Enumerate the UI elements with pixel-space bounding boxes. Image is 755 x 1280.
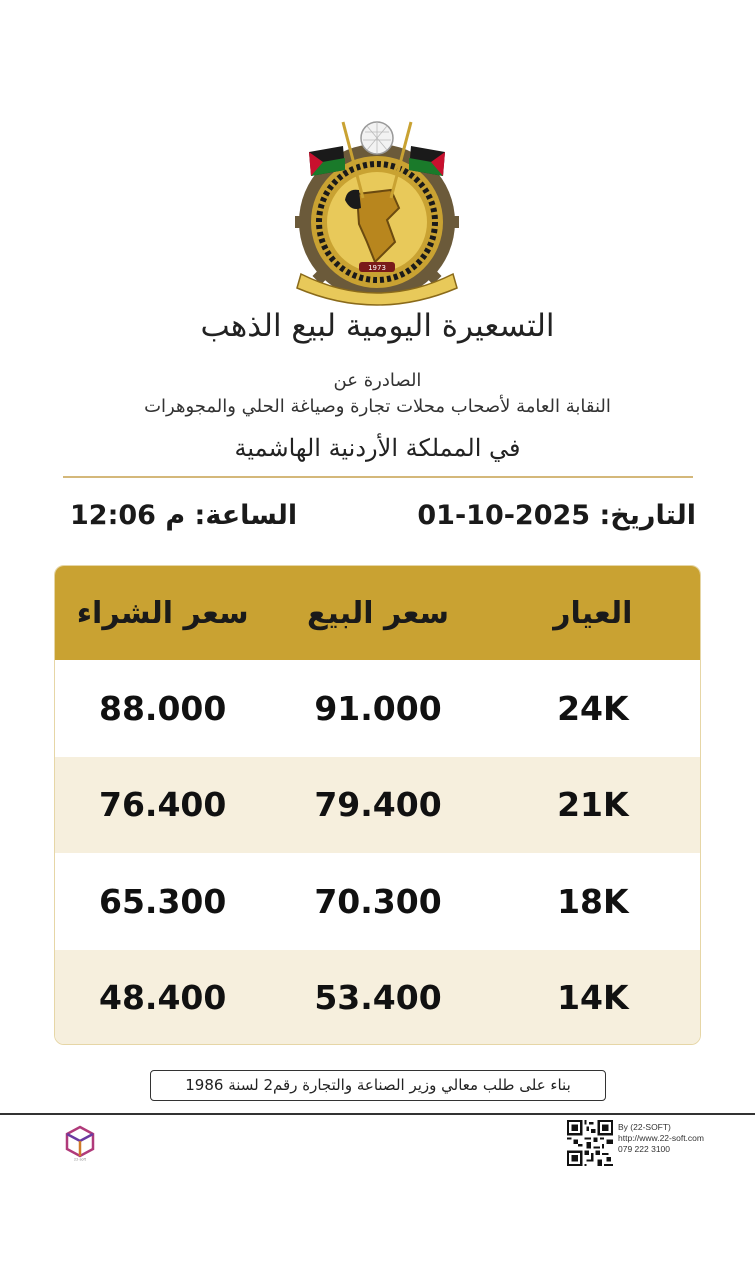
footer-phone: 079 222 3100 bbox=[618, 1144, 670, 1154]
sell-price-cell: 70.300 bbox=[314, 881, 442, 921]
buy-price-cell: 48.400 bbox=[99, 978, 227, 1018]
buy-price-cell: 88.000 bbox=[99, 688, 227, 728]
table-row bbox=[55, 660, 700, 757]
buy-price-cell: 76.400 bbox=[99, 785, 227, 825]
date-value: 01-10-2025 bbox=[417, 500, 591, 531]
karat-cell: 21K bbox=[557, 785, 629, 825]
header-karat: العيار bbox=[553, 595, 633, 631]
footer-by: By (22-SOFT) bbox=[618, 1122, 671, 1132]
price-table bbox=[54, 565, 701, 1045]
table-header bbox=[55, 566, 700, 660]
footer-divider bbox=[0, 1113, 755, 1115]
sell-price-cell: 79.400 bbox=[314, 785, 442, 825]
date-label: التاريخ: bbox=[599, 500, 696, 531]
time-value: 12:06 م bbox=[70, 500, 186, 531]
time-block bbox=[70, 500, 297, 531]
footer-url[interactable]: http://www.22-soft.com bbox=[618, 1133, 704, 1143]
header-sell-price: سعر البيع bbox=[306, 595, 450, 631]
date-time-row bbox=[60, 500, 696, 544]
emblem-year: 1973 bbox=[368, 264, 386, 272]
karat-cell: 14K bbox=[557, 978, 629, 1018]
sell-price-cell: 53.400 bbox=[314, 978, 442, 1018]
table-row bbox=[55, 853, 700, 950]
brand-small-text: 22-soft bbox=[73, 1157, 87, 1161]
page-title: التسعيرة اليومية لبيع الذهب bbox=[200, 308, 555, 344]
header-buy-price: سعر الشراء bbox=[76, 595, 249, 631]
kingdom-name: في المملكة الأردنية الهاشمية bbox=[234, 434, 521, 462]
footer-credits bbox=[618, 1122, 704, 1155]
table-row bbox=[55, 950, 700, 1046]
ministry-note: بناء على طلب معالي وزير الصناعة والتجارة رقم2 لسنة 1986 bbox=[150, 1070, 606, 1101]
gold-divider bbox=[63, 476, 693, 478]
buy-price-cell: 65.300 bbox=[99, 881, 227, 921]
union-name: النقابة العامة لأصحاب محلات تجارة وصياغة الحلي والمجوهرات bbox=[144, 396, 611, 417]
date-block bbox=[417, 500, 696, 531]
union-emblem-logo bbox=[287, 112, 467, 312]
issued-by-label: الصادرة عن bbox=[333, 370, 422, 391]
cube-logo-icon bbox=[64, 1125, 96, 1161]
karat-cell: 24K bbox=[557, 688, 629, 728]
time-label: الساعة: bbox=[194, 500, 298, 531]
qr-code[interactable] bbox=[567, 1120, 613, 1166]
table-row bbox=[55, 757, 700, 854]
sell-price-cell: 91.000 bbox=[314, 688, 442, 728]
karat-cell: 18K bbox=[557, 881, 629, 921]
